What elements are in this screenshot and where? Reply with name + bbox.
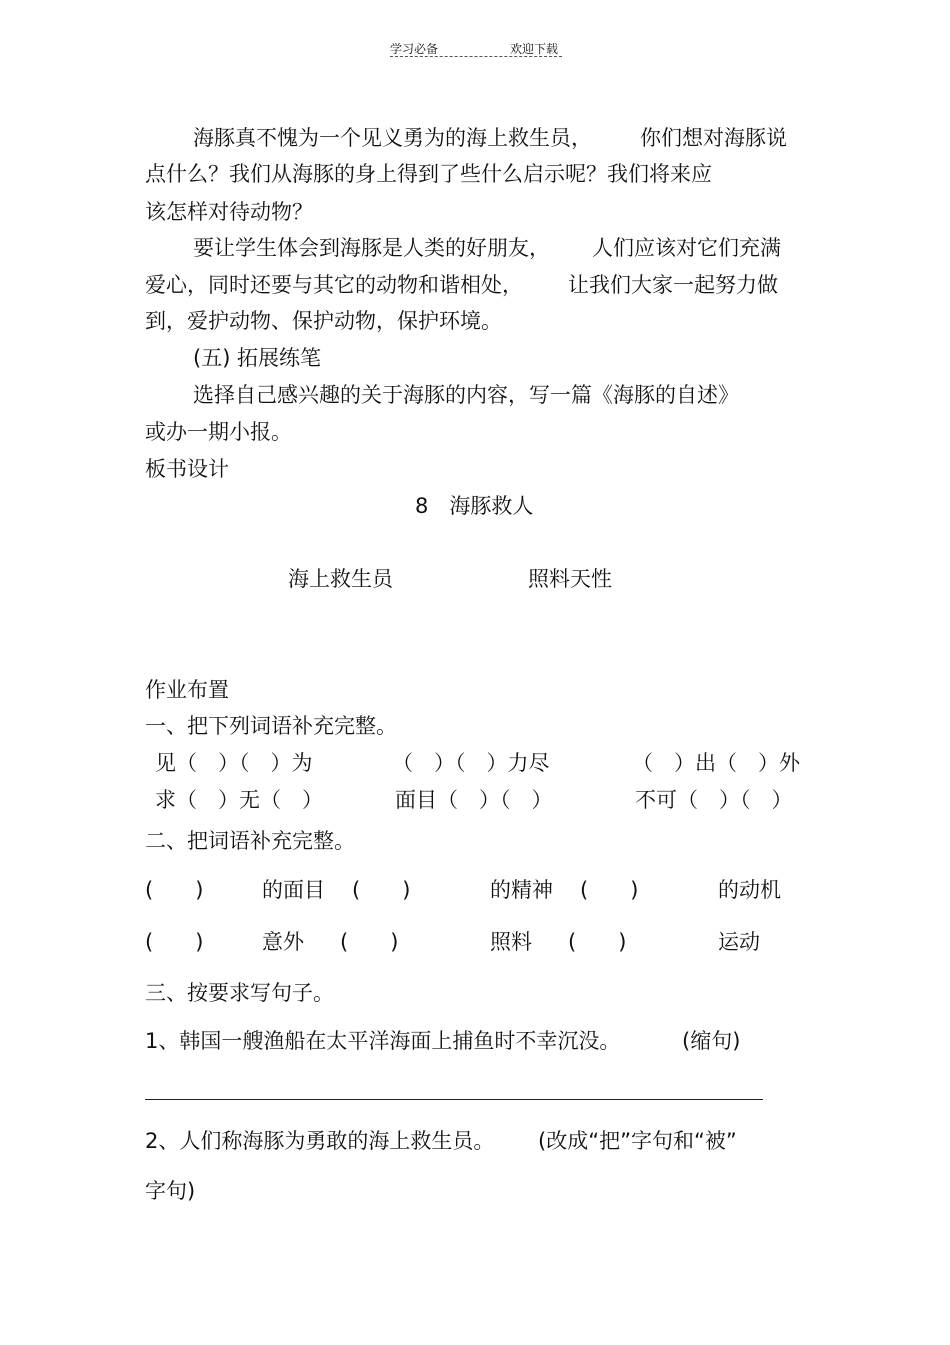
homework-heading: 作业布置 [145, 678, 229, 702]
q2-row1-blank1: ( ) [145, 878, 204, 902]
para3-line2: 或办一期小报。 [145, 420, 292, 444]
q1-row2-item1: 求（ ）无（ ） [155, 788, 323, 812]
q2-row2-word1: 意外 [262, 930, 304, 954]
q2-row2-blank2: ( ) [340, 930, 399, 954]
board-left: 海上救生员 [288, 567, 393, 591]
para2-line3: 到，爱护动物、保护动物，保护环境。 [145, 309, 502, 333]
board-heading: 板书设计 [145, 457, 229, 481]
q3-sentence1: 1、韩国一艘渔船在太平洋海面上捕鱼时不幸沉没。 [145, 1029, 621, 1053]
q2-row2-word2: 照料 [490, 930, 532, 954]
para2-line1a: 要让学生体会到海豚是人类的好朋友， [193, 236, 550, 260]
board-right: 照料天性 [528, 567, 612, 591]
q1-row1-item3: （ ）出（ ）外 [632, 751, 800, 775]
q2-row1-blank2: ( ) [352, 878, 411, 902]
para2-line1b: 人们应该对它们充满 [592, 236, 781, 260]
q3-title: 三、按要求写句子。 [145, 981, 334, 1005]
q3-sentence2: 2、人们称海豚为勇敢的海上救生员。 [145, 1129, 495, 1153]
q3-sentence1-requirement: (缩句) [682, 1029, 741, 1053]
q1-title: 一、把下列词语补充完整。 [145, 714, 397, 738]
q2-row2-word3: 运动 [718, 930, 760, 954]
q2-row1-word3: 的动机 [718, 878, 781, 902]
q2-row1-word2: 的精神 [490, 878, 553, 902]
para1-line3: 该怎样对待动物？ [145, 200, 313, 224]
q3-sentence2-requirement: (改成“把”字句和“被” [538, 1129, 737, 1153]
q2-row1-blank3: ( ) [580, 878, 639, 902]
section5-heading: (五) 拓展练笔 [193, 346, 322, 370]
para1-line1a: 海豚真不愧为一个见义勇为的海上救生员， [193, 126, 592, 150]
header-left: 学习必备 [390, 42, 439, 56]
para1-line2: 点什么？我们从海豚的身上得到了些什么启示呢？我们将来应 [145, 162, 712, 186]
para1-line1b: 你们想对海豚说 [640, 126, 787, 150]
para2-line2a: 爱心，同时还要与其它的动物和谐相处， [145, 273, 523, 297]
para3-line1: 选择自己感兴趣的关于海豚的内容，写一篇《海豚的自述》 [193, 383, 739, 407]
q2-row2-blank1: ( ) [145, 930, 204, 954]
q2-row2-blank3: ( ) [568, 930, 627, 954]
q3-sentence2-requirement-cont: 字句) [145, 1179, 196, 1203]
q1-row2-item2: 面目（ ）（ ） [395, 788, 553, 812]
q2-row1-word1: 的面目 [262, 878, 325, 902]
header-right: 欢迎下载 [510, 42, 559, 56]
para2-line2b: 让我们大家一起努力做 [568, 273, 778, 297]
q2-title: 二、把词语补充完整。 [145, 829, 355, 853]
q1-row1-item1: 见（ ）（ ）为 [155, 751, 313, 775]
header-divider [390, 56, 562, 57]
q1-row1-item2: （ ）（ ）力尽 [392, 751, 550, 775]
q1-row2-item3: 不可（ ）（ ） [635, 788, 793, 812]
board-title: 8 海豚救人 [415, 494, 534, 518]
answer-line [145, 1099, 763, 1100]
